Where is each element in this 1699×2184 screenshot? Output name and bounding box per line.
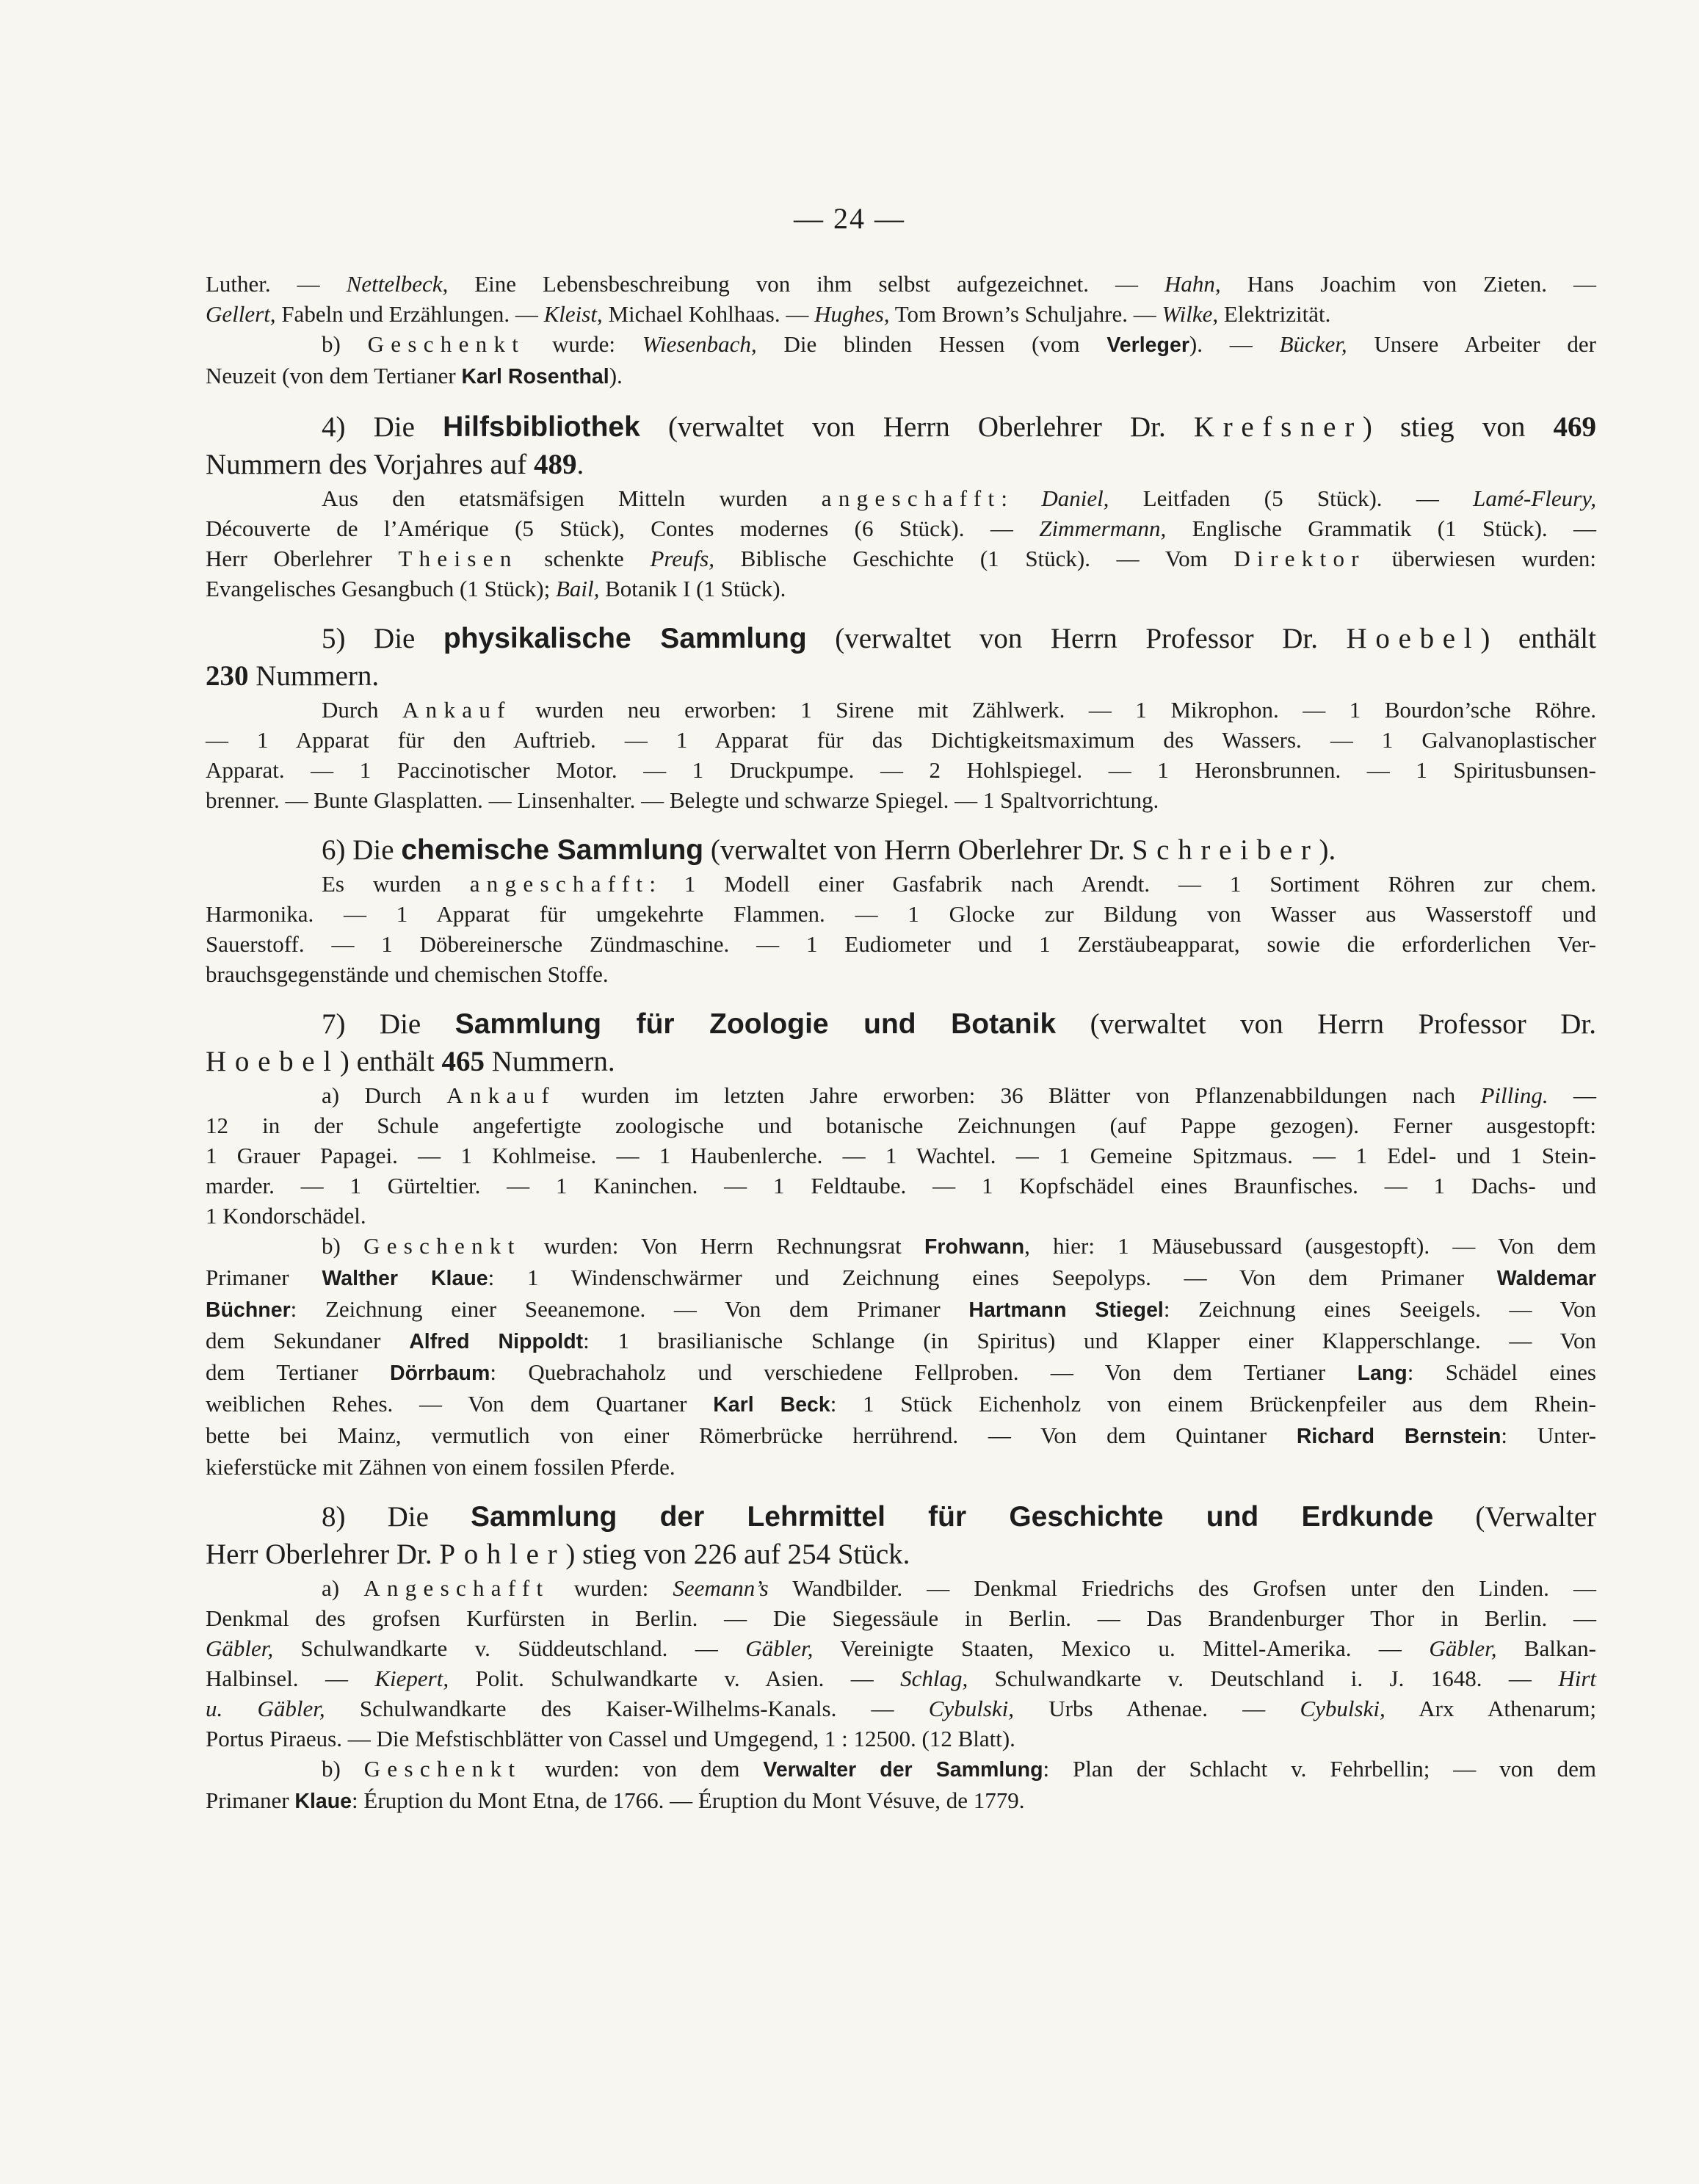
text-run: ) stieg von 226 auf 254 Stück. bbox=[565, 1538, 910, 1570]
text-run: : 1 Modell einer Gasfabrik nach Arendt. — 1 Sortiment Röhren zur chem. bbox=[649, 871, 1596, 897]
text-line bbox=[206, 329, 1596, 361]
text-line bbox=[206, 1724, 1596, 1754]
text-run: wurde: bbox=[525, 331, 642, 357]
text-line bbox=[206, 1326, 1596, 1357]
text-run: Gäbler, bbox=[206, 1635, 274, 1661]
text-line bbox=[206, 1452, 1596, 1482]
text-run: 1 Grauer Papagei. — 1 Kohlmeise. — 1 Haubenlerche. — 1 Wachtel. — 1 Gemeine Spitzmaus. — 1 Edel- und 1 Stein- bbox=[206, 1143, 1596, 1168]
text-run: marder. — 1 Gürteltier. — 1 Kaninchen. — 1 Feldtaube. — 1 Kopfschädel eines Braunfisches. — 1 Dachs- und bbox=[206, 1173, 1596, 1198]
text-run: Balkan- bbox=[1496, 1635, 1596, 1661]
text-run: Vereinigte Staaten, Mexico u. Mittel-Amerika. — bbox=[813, 1635, 1430, 1661]
text-line bbox=[206, 1294, 1596, 1326]
text-run: wurden: von dem bbox=[521, 1756, 764, 1782]
text-run: Polit. Schulwandkarte v. Asien. — bbox=[449, 1666, 901, 1691]
text-run: brenner. — Bunte Glasplatten. — Linsenhalter. — Belegte und schwarze Spiegel. — 1 Spaltvorrichtung. bbox=[206, 787, 1159, 813]
text-run: 4) Die bbox=[322, 411, 443, 443]
text-run: 1 Kondorschädel. bbox=[206, 1203, 366, 1229]
section-heading-line bbox=[206, 446, 1596, 483]
text-run: Walther Klaue bbox=[322, 1267, 488, 1290]
text-run: . bbox=[576, 449, 584, 480]
text-run: Hughes, bbox=[814, 301, 890, 327]
text-run: (verwaltet von Herrn Professor Dr. bbox=[806, 623, 1347, 654]
text-run: (Verwalter bbox=[1433, 1501, 1596, 1533]
text-run: Durch bbox=[322, 697, 402, 723]
text-run: Portus Piraeus. — Die Mefstischblätter von Cassel und Umgegend, 1 : 12500. (12 Blatt). bbox=[206, 1726, 1015, 1751]
text-run: , hier: 1 Mäusebussard (ausgestopft). — Von dem bbox=[1024, 1233, 1596, 1259]
text-run: Botanik I (1 Stück). bbox=[599, 576, 786, 601]
text-run: Kleist, bbox=[543, 301, 603, 327]
text-run: Schulwandkarte des Kaiser-Wilhelms-Kanals. — bbox=[325, 1696, 929, 1721]
text-run: Sammlung der Lehrmittel für Geschichte und Erdkunde bbox=[471, 1501, 1434, 1533]
text-run: Bücker, bbox=[1279, 331, 1347, 357]
text-run: kieferstücke mit Zähnen von einem fossilen Pferde. bbox=[206, 1454, 675, 1480]
text-line bbox=[206, 725, 1596, 755]
text-run: : bbox=[1001, 485, 1042, 511]
text-line bbox=[206, 1754, 1596, 1785]
text-run: 465 bbox=[441, 1046, 485, 1077]
text-run: (verwaltet von Herrn Oberlehrer Dr. bbox=[640, 411, 1194, 443]
text-run: wurden: Von Herrn Rechnungsrat bbox=[521, 1233, 924, 1259]
text-run: Seemann’s bbox=[673, 1575, 769, 1601]
text-run: Ankauf bbox=[402, 697, 512, 723]
text-run: Evangelisches Gesangbuch (1 Stück); bbox=[206, 576, 556, 601]
text-run: Dörrbaum bbox=[390, 1362, 490, 1385]
text-run: Schulwandkarte v. Deutschland i. J. 1648. — bbox=[968, 1666, 1559, 1691]
text-run: Eine Lebensbeschreibung von ihm selbst aufgezeichnet. — bbox=[448, 271, 1164, 297]
text-run: Arx Athenarum; bbox=[1385, 1696, 1597, 1721]
text-line bbox=[206, 1573, 1596, 1603]
text-run: Halbinsel. — bbox=[206, 1666, 375, 1691]
text-run: : 1 Stück Eichenholz von einem Brückenpfeiler aus dem Rhein- bbox=[830, 1391, 1596, 1417]
text-run: Hahn, bbox=[1164, 271, 1221, 297]
text-line bbox=[206, 513, 1596, 543]
text-run: Hoebel bbox=[1346, 623, 1481, 654]
section-heading-line bbox=[206, 657, 1596, 695]
text-run: : Schädel eines bbox=[1407, 1359, 1596, 1385]
text-run: Nettelbeck, bbox=[346, 271, 449, 297]
text-run: wurden im letzten Jahre erworben: 36 Blätter von Pflanzenabbildungen nach bbox=[556, 1082, 1481, 1108]
text-line bbox=[206, 1785, 1596, 1817]
text-run: 12 in der Schule angefertigte zoologische und botanische Zeichnungen (auf Pappe gezogen). Ferner ausgestopft: bbox=[206, 1113, 1596, 1138]
text-run: Hartmann Stiegel bbox=[968, 1298, 1164, 1322]
text-run: dem Tertianer bbox=[206, 1359, 391, 1385]
text-run: : 1 Windenschwärmer und Zeichnung eines Seepolyps. — Von dem Primaner bbox=[488, 1265, 1497, 1290]
text-run: Urbs Athenae. — bbox=[1014, 1696, 1300, 1721]
section-heading-line bbox=[206, 1536, 1596, 1573]
text-run: Geschenkt bbox=[363, 1233, 521, 1259]
text-run: Unsere Arbeiter der bbox=[1347, 331, 1597, 357]
text-run: Wiesenbach, bbox=[642, 331, 757, 357]
text-run: ) stieg von bbox=[1362, 411, 1554, 443]
text-run: Kiepert, bbox=[374, 1666, 449, 1691]
text-line bbox=[206, 695, 1596, 725]
text-run: ). — bbox=[1189, 331, 1280, 357]
text-line bbox=[206, 1663, 1596, 1693]
section-heading-line bbox=[206, 1498, 1596, 1536]
text-run: physikalische Sammlung bbox=[443, 623, 807, 654]
text-run: Lang bbox=[1357, 1362, 1408, 1385]
text-run: überwiesen wurden: bbox=[1365, 546, 1597, 571]
text-line bbox=[206, 1357, 1596, 1389]
text-run: Preufs, bbox=[650, 546, 714, 571]
text-line bbox=[206, 361, 1596, 392]
text-line bbox=[206, 1389, 1596, 1420]
text-run: Büchner bbox=[206, 1298, 291, 1322]
text-run: Primaner bbox=[206, 1787, 295, 1813]
text-line bbox=[206, 574, 1596, 604]
text-run: 230 bbox=[206, 660, 249, 692]
text-run: Fabeln und Erzählungen. — bbox=[275, 301, 544, 327]
text-line bbox=[206, 299, 1596, 329]
text-run: Nummern des Vorjahres auf bbox=[206, 449, 534, 480]
text-run: Leitfaden (5 Stück). — bbox=[1109, 485, 1474, 511]
text-run: Frohwann bbox=[924, 1235, 1025, 1259]
text-line bbox=[206, 785, 1596, 815]
text-run: Daniel, bbox=[1041, 485, 1109, 511]
text-line bbox=[206, 1262, 1596, 1294]
text-run: (verwaltet von Herrn Professor Dr. bbox=[1056, 1008, 1596, 1040]
text-run: u. Gäbler, bbox=[206, 1696, 325, 1721]
text-run: Karl Beck bbox=[713, 1393, 830, 1417]
text-line bbox=[206, 1171, 1596, 1201]
text-line bbox=[206, 269, 1596, 299]
text-run: Cybulski, bbox=[1300, 1696, 1385, 1721]
text-line bbox=[206, 1420, 1596, 1452]
text-run: Gäbler, bbox=[1429, 1635, 1497, 1661]
section-heading-line bbox=[206, 1043, 1596, 1080]
text-run: 6) Die bbox=[322, 834, 402, 866]
text-run: Verwalter der Sammlung bbox=[763, 1758, 1043, 1782]
text-run: weiblichen Rehes. — Von dem Quartaner bbox=[206, 1391, 714, 1417]
text-run: : 1 brasilianische Schlange (in Spiritus) und Klapper einer Klapperschlange. — Von bbox=[583, 1328, 1596, 1353]
text-run: Schlag, bbox=[900, 1666, 968, 1691]
text-run: angeschafft bbox=[469, 871, 650, 897]
text-run: wurden neu erworben: 1 Sirene mit Zählwerk. — 1 Mikrophon. — 1 Bourdon’sche Röhre. bbox=[511, 697, 1596, 723]
section-heading-line bbox=[206, 620, 1596, 657]
text-run: 7) Die bbox=[322, 1008, 455, 1040]
text-run: Bail, bbox=[555, 576, 600, 601]
text-run: Harmonika. — 1 Apparat für umgekehrte Flammen. — 1 Glocke zur Bildung von Wasser aus Wasserstoff und bbox=[206, 901, 1596, 927]
section-heading-line bbox=[206, 831, 1596, 869]
text-run: ). bbox=[609, 363, 623, 388]
text-run: a) Durch bbox=[322, 1082, 447, 1108]
text-run: Elektrizität. bbox=[1218, 301, 1331, 327]
document-body bbox=[206, 269, 1596, 1817]
text-line bbox=[206, 1080, 1596, 1110]
text-run: Cybulski, bbox=[928, 1696, 1015, 1721]
text-run: Richard Bernstein bbox=[1296, 1425, 1501, 1448]
text-line bbox=[206, 1201, 1596, 1231]
text-run: schenkte bbox=[518, 546, 651, 571]
text-run: Klaue bbox=[294, 1790, 352, 1813]
text-run: : Quebrachaholz und verschiedene Fellproben. — Von dem Tertianer bbox=[490, 1359, 1358, 1385]
text-run: Michael Kohlhaas. — bbox=[602, 301, 815, 327]
text-line bbox=[206, 1110, 1596, 1140]
text-line bbox=[206, 755, 1596, 785]
text-run: Nummern. bbox=[484, 1046, 615, 1077]
text-run: 489 bbox=[533, 449, 577, 480]
text-run: Zimmermann, bbox=[1039, 516, 1167, 541]
text-run: Pilling. bbox=[1480, 1082, 1548, 1108]
text-run: 5) Die bbox=[322, 623, 443, 654]
text-run: Gäbler, bbox=[745, 1635, 814, 1661]
text-run: a) bbox=[322, 1575, 364, 1601]
text-run: Herr Oberlehrer bbox=[206, 546, 399, 571]
text-run: Schulwandkarte v. Süddeutschland. — bbox=[273, 1635, 746, 1661]
text-run: Nummern. bbox=[248, 660, 380, 692]
text-run: Luther. — bbox=[206, 271, 347, 297]
text-line bbox=[206, 543, 1596, 574]
text-run: Ankauf bbox=[446, 1082, 557, 1108]
text-line bbox=[206, 1603, 1596, 1633]
page-number: — 24 — bbox=[794, 202, 905, 235]
text-run: : Plan der Schlacht v. Fehrbellin; — von dem bbox=[1043, 1756, 1596, 1782]
text-line bbox=[206, 1693, 1596, 1724]
text-run: Theisen bbox=[398, 546, 518, 571]
text-run: Wandbilder. — Denkmal Friedrichs des Grofsen unter den Linden. — bbox=[768, 1575, 1596, 1601]
text-run: ) enthält bbox=[1480, 623, 1596, 654]
text-run: — bbox=[1548, 1082, 1596, 1108]
text-line bbox=[206, 1231, 1596, 1262]
text-run: wurden: bbox=[549, 1575, 673, 1601]
text-run: Schreiber bbox=[1131, 834, 1319, 866]
text-run: Primaner bbox=[206, 1265, 322, 1290]
text-run: Hans Joachim von Zieten. — bbox=[1220, 271, 1596, 297]
text-line bbox=[206, 899, 1596, 929]
text-run: : Éruption du Mont Etna, de 1766. — Éruption du Mont Vésuve, de 1779. bbox=[352, 1787, 1025, 1813]
text-run: Es wurden bbox=[322, 871, 470, 897]
text-run: Pohler bbox=[439, 1538, 566, 1570]
text-run: Sammlung für Zoologie und Botanik bbox=[454, 1008, 1057, 1040]
text-run: angeschafft bbox=[821, 485, 1001, 511]
text-run: Krefsner bbox=[1193, 411, 1363, 443]
text-run: bette bei Mainz, vermutlich von einer Römerbrücke herrührend. — Von dem Quintaner bbox=[206, 1422, 1297, 1448]
text-run: Die blinden Hessen (vom bbox=[756, 331, 1107, 357]
text-run: — 1 Apparat für den Auftrieb. — 1 Apparat für das Dichtigkeitsmaximum des Wassers. — 1 Galvanoplastischer bbox=[206, 727, 1596, 753]
text-run: ) enthält bbox=[339, 1046, 442, 1077]
section-heading-line bbox=[206, 408, 1596, 446]
text-run: Biblische Geschichte (1 Stück). — Vom bbox=[714, 546, 1234, 571]
text-run: Hirt bbox=[1558, 1666, 1596, 1691]
text-line bbox=[206, 1633, 1596, 1663]
text-run: Aus den etatsmäfsigen Mitteln wurden bbox=[322, 485, 822, 511]
text-run: Wilke, bbox=[1162, 301, 1219, 327]
text-line bbox=[206, 959, 1596, 989]
text-run: : Zeichnung eines Seeigels. — Von bbox=[1163, 1296, 1596, 1322]
text-run: Gellert, bbox=[206, 301, 276, 327]
text-run: Angeschafft bbox=[363, 1575, 550, 1601]
text-run: : Zeichnung einer Seeanemone. — Von dem Primaner bbox=[290, 1296, 969, 1322]
text-run: 8) Die bbox=[322, 1501, 471, 1533]
text-run: Karl Rosenthal bbox=[461, 365, 609, 388]
text-run: Neuzeit (von dem Tertianer bbox=[206, 363, 462, 388]
text-run: Waldemar bbox=[1496, 1267, 1596, 1290]
text-run: Alfred Nippoldt bbox=[409, 1330, 584, 1353]
text-run: brauchsgegenstände und chemischen Stoffe. bbox=[206, 961, 609, 987]
text-run: b) bbox=[322, 1233, 364, 1259]
text-line bbox=[206, 869, 1596, 899]
text-run: Direktor bbox=[1234, 546, 1366, 571]
text-run: Herr Oberlehrer Dr. bbox=[206, 1538, 440, 1570]
text-line bbox=[206, 929, 1596, 959]
text-run: Hoebel bbox=[206, 1046, 340, 1077]
text-run: Sauerstoff. — 1 Döbereinersche Zündmaschine. — 1 Eudiometer und 1 Zerstäubeapparat, sowie die erforderlichen Ver- bbox=[206, 931, 1596, 957]
text-run: Denkmal des grofsen Kurfürsten in Berlin. — Die Siegessäule in Berlin. — Das Brandenburger Thor in Berlin. — bbox=[206, 1605, 1596, 1631]
text-run: chemische Sammlung bbox=[401, 834, 704, 866]
text-run: b) bbox=[322, 331, 368, 357]
text-run: Découverte de l’Amérique (5 Stück), Contes modernes (6 Stück). — bbox=[206, 516, 1040, 541]
text-run: Geschenkt bbox=[363, 1756, 522, 1782]
text-run: Apparat. — 1 Paccinotischer Motor. — 1 Druckpumpe. — 2 Hohlspiegel. — 1 Heronsbrunnen. — 1 Spiritusbunsen- bbox=[206, 757, 1596, 783]
text-run: : Unter- bbox=[1501, 1422, 1597, 1448]
text-run: dem Sekundaner bbox=[206, 1328, 410, 1353]
text-run: Englische Grammatik (1 Stück). — bbox=[1166, 516, 1596, 541]
text-run: b) bbox=[322, 1756, 364, 1782]
text-line bbox=[206, 483, 1596, 513]
text-run: (verwaltet von Herrn Oberlehrer Dr. bbox=[703, 834, 1132, 866]
text-run: Hilfsbibliothek bbox=[443, 411, 640, 443]
text-run: Verleger bbox=[1106, 333, 1189, 357]
text-run: Tom Brown’s Schuljahre. — bbox=[889, 301, 1162, 327]
text-line bbox=[206, 1140, 1596, 1171]
text-run: 469 bbox=[1553, 411, 1596, 443]
section-heading-line bbox=[206, 1005, 1596, 1043]
text-run: Geschenkt bbox=[367, 331, 526, 357]
text-run: ). bbox=[1319, 834, 1336, 866]
text-run: Lamé-Fleury, bbox=[1473, 485, 1596, 511]
